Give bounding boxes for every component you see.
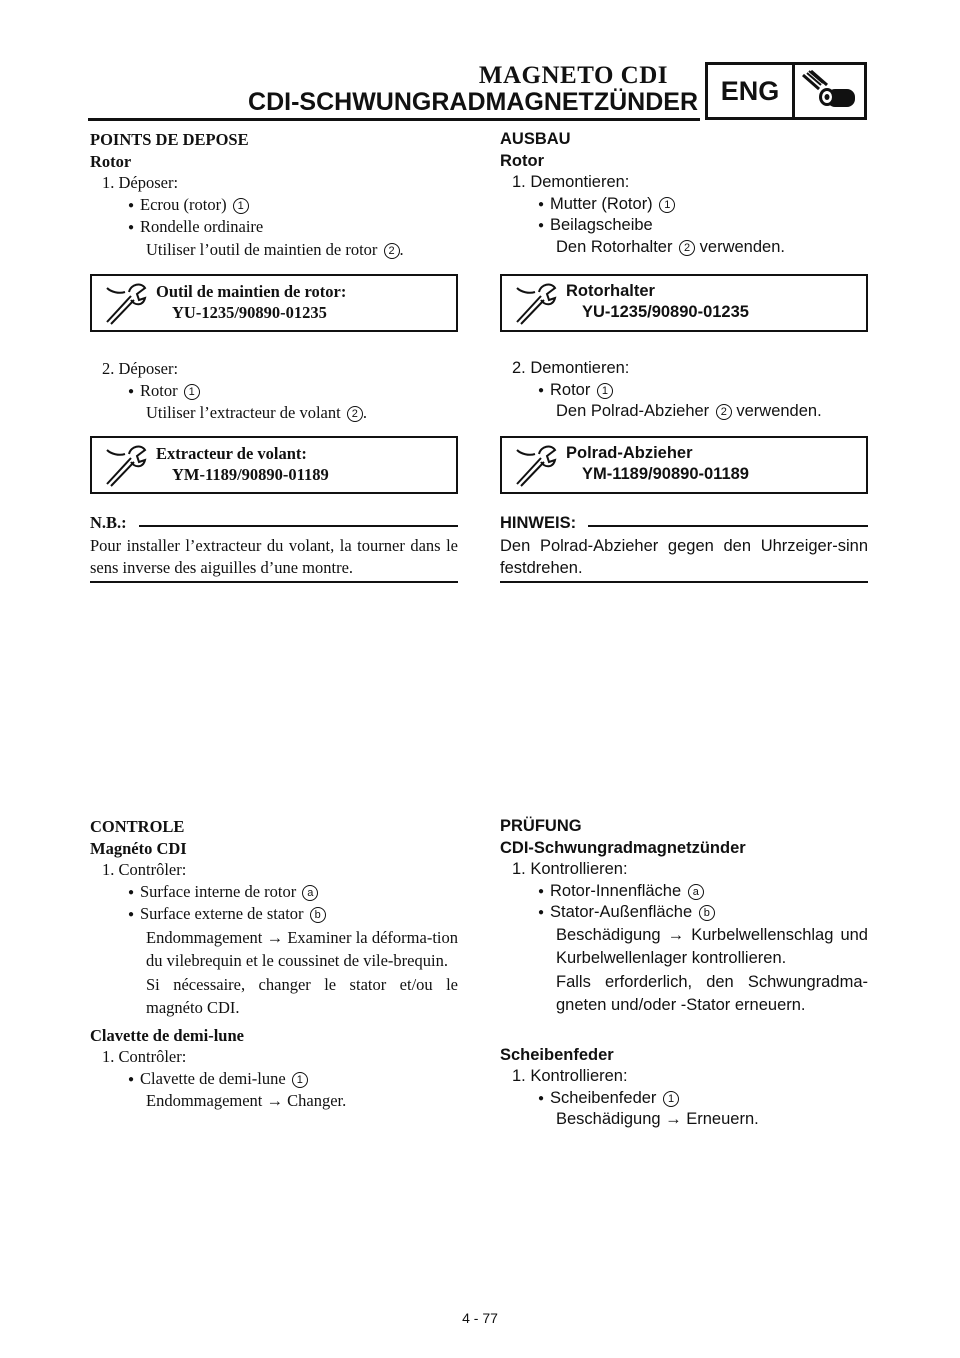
de-step-1: 1. Demontieren: (512, 173, 630, 191)
fr-removal-section (90, 129, 458, 260)
de-bullet-stator-outer: ● Stator-Außenfläche b (500, 902, 868, 924)
fr-tool-box-2 (90, 436, 458, 494)
callout-a: a (302, 885, 318, 901)
callout-1: 1 (292, 1072, 308, 1088)
fr-tool2-number: YM-1189/90890-01189 (172, 465, 329, 484)
de-tool-box-2 (500, 436, 868, 494)
fr-tool-box-1 (90, 274, 458, 332)
fr-note-text: Pour installer l’extracteur du volant, la tourner dans le sens inverse des aiguilles d’une montre. (90, 536, 458, 577)
fr-step-1: 1. Déposer: (102, 173, 179, 192)
de-bullet-nut: ● Mutter (Rotor) 1 (500, 194, 868, 216)
de-check-key-damage: Beschädigung → Erneuern. (556, 1110, 759, 1128)
callout-2: 2 (679, 240, 695, 256)
fr-check-replace: Si nécessaire, changer le stator et/ou le magnéto CDI. (146, 974, 458, 1017)
de-use-tool-2: Den Polrad-Abzieher 2 verwenden. (556, 402, 822, 420)
callout-1: 1 (659, 197, 675, 213)
callout-a: a (688, 884, 704, 900)
fr-check-section (90, 816, 458, 1112)
fr-use-tool-1: Utiliser l’outil de maintien de rotor 2 . (146, 239, 404, 259)
fr-removal-sub: Rotor (90, 151, 132, 171)
de-removal-heading: AUSBAU (500, 130, 571, 148)
engine-section-badge (705, 62, 867, 120)
fr-note-label: N.B.: (90, 513, 127, 532)
de-note-text: Den Polrad-Abzieher gegen den Uhrzeiger-sinn festdrehen. (500, 537, 868, 577)
fr-bullet-washer: ● Rondelle ordinaire (90, 216, 458, 239)
fr-tool1-number: YU-1235/90890-01235 (172, 303, 327, 322)
de-bullet-rotor-inner: ● Rotor-Innenfläche a (500, 881, 868, 903)
callout-2: 2 (384, 243, 400, 259)
fr-note-end-rule (90, 581, 458, 583)
callout-1: 1 (663, 1091, 679, 1107)
wrench-tool-icon (92, 438, 156, 492)
fr-removal-section-2 (90, 358, 458, 424)
page-number: 4 - 77 (462, 1310, 498, 1326)
eng-label: ENG (708, 65, 795, 117)
de-use-tool-1: Den Rotorhalter 2 verwenden. (556, 237, 785, 256)
de-removal-section (500, 129, 868, 258)
section-subtitle: CDI-SCHWUNGRADMAGNETZÜNDER (248, 88, 698, 116)
header-rule (88, 118, 700, 121)
de-removal-section-2 (500, 358, 868, 423)
de-note-label: HINWEIS: (500, 514, 577, 532)
de-check-replace: Falls erforderlich, den Schwungradma-gneten und/oder -Stator erneuern. (556, 972, 868, 1014)
de-note-rule (588, 525, 868, 527)
callout-1: 1 (184, 384, 200, 400)
fr-check-heading: CONTROLE (90, 817, 185, 836)
de-check-step1: 1. Kontrollieren: (512, 860, 628, 878)
fr-check-key-damage: Endommagement → Changer. (146, 1091, 347, 1110)
fr-removal-heading: POINTS DE DEPOSE (90, 130, 249, 149)
de-tool1-number: YU-1235/90890-01235 (582, 303, 749, 321)
fr-bullet-key: ● Clavette de demi-lune 1 (90, 1068, 458, 1091)
wrench-tool-icon (502, 276, 566, 330)
callout-b: b (699, 905, 715, 921)
fr-step-2: 2. Déposer: (102, 359, 179, 378)
de-tool1-name: Rotorhalter (566, 282, 655, 300)
fr-check-sub2: Clavette de demi-lune (90, 1025, 244, 1045)
de-tool-box-1 (500, 274, 868, 332)
fr-note-header (90, 513, 458, 533)
de-check-damage: Beschädigung → Kurbelwellenschlag und Kurbelwellenlager kontrollieren. (556, 925, 868, 967)
fr-use-tool-2: Utiliser l’extracteur de volant 2 . (146, 403, 367, 422)
fr-tool2-name: Extracteur de volant: (156, 444, 307, 463)
fr-bullet-rotor: ● Rotor 1 (90, 380, 458, 403)
de-bullet-washer: ● Beilagscheibe (500, 215, 868, 237)
callout-2: 2 (716, 404, 732, 420)
de-check-section (500, 816, 868, 1131)
fr-bullet-rotor-inner: ● Surface interne de rotor a (90, 881, 458, 904)
de-check-heading: PRÜFUNG (500, 817, 582, 835)
callout-1: 1 (597, 383, 613, 399)
fr-check-step2: 1. Contrôler: (102, 1047, 187, 1066)
wrench-tool-icon (502, 438, 566, 492)
de-check-step2: 1. Kontrollieren: (512, 1067, 628, 1085)
wrench-tool-icon (92, 276, 156, 330)
section-title: MAGNETO CDI (478, 62, 668, 89)
de-check-sub1: CDI-Schwungradmagnetzünder (500, 838, 746, 857)
de-bullet-rotor: ● Rotor 1 (500, 380, 868, 402)
de-step-2: 2. Demontieren: (512, 359, 630, 377)
fr-bullet-nut: ● Ecrou (rotor) 1 (90, 194, 458, 217)
engine-bolt-icon (795, 65, 864, 117)
fr-check-step1: 1. Contrôler: (102, 860, 187, 879)
callout-1: 1 (233, 198, 249, 214)
de-bullet-key: ● Scheibenfeder 1 (500, 1088, 868, 1110)
de-tool2-name: Polrad-Abzieher (566, 444, 693, 462)
fr-tool1-name: Outil de maintien de rotor: (156, 282, 347, 301)
callout-2: 2 (347, 406, 363, 422)
de-tool2-number: YM-1189/90890-01189 (582, 465, 749, 483)
fr-check-sub1: Magnéto CDI (90, 838, 187, 858)
fr-note-rule (139, 525, 458, 527)
de-check-sub2: Scheibenfeder (500, 1045, 614, 1064)
fr-bullet-stator-outer: ● Surface externe de stator b (90, 903, 458, 926)
de-note-header (500, 513, 868, 533)
callout-b: b (310, 907, 326, 923)
fr-check-damage: Endommagement → Examiner la déforma-tion du vilebrequin et le coussinet de vile-brequin. (146, 927, 458, 970)
de-note-end-rule (500, 581, 868, 583)
de-removal-sub: Rotor (500, 151, 544, 170)
